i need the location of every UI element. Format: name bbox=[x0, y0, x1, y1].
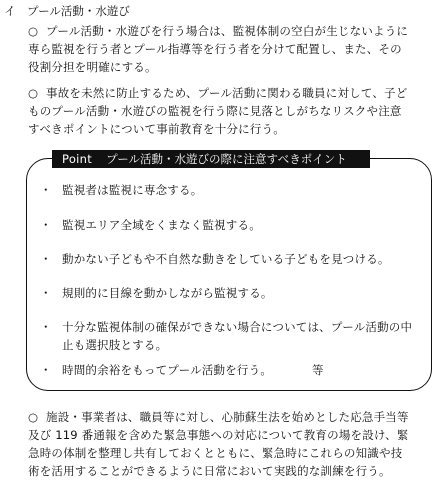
dot-bullet-icon: ・ bbox=[40, 183, 52, 197]
point-item bbox=[40, 361, 426, 379]
point-item-text: 監視者は監視に専念する。 bbox=[62, 183, 203, 197]
dot-bullet-icon: ・ bbox=[40, 286, 52, 300]
paragraph-line: ものプール活動・水遊びの監視を行う際に見落としがちなリスクや注意 bbox=[28, 104, 402, 118]
paragraph-line: 施設・事業者は、職員等に対し、心肺蘇生法を始めとした応急手当等 bbox=[46, 410, 409, 424]
point-box-title-bar bbox=[52, 150, 370, 168]
paragraph-prior-education bbox=[28, 84, 428, 138]
paragraph-line: 及び 119 番通報を含めた緊急事態への対応について教育の場を設け、緊 bbox=[28, 428, 409, 442]
paragraph-line: プール活動・水遊びを行う場合は、監視体制の空白が生じないように bbox=[46, 24, 409, 38]
paragraph-supervision-structure bbox=[28, 22, 428, 76]
point-item bbox=[40, 181, 426, 199]
point-item-text: 時間的余裕をもってプール活動を行う。 bbox=[62, 363, 273, 377]
paragraph-line: 事故を未然に防止するため、プール活動に関わる職員に対して、子ど bbox=[46, 86, 408, 100]
point-item bbox=[40, 250, 426, 268]
section-heading: イ プール活動・水遊び bbox=[4, 4, 130, 18]
point-item bbox=[40, 216, 426, 234]
circle-bullet-icon: ○ bbox=[28, 410, 39, 424]
point-item bbox=[40, 284, 426, 302]
point-item-text: 規則的に目線を動かしながら監視する。 bbox=[62, 286, 273, 300]
paragraph-line: すべきポイントについて事前教育を十分に行う。 bbox=[28, 122, 285, 136]
point-item-text: 止も選択肢とする。 bbox=[62, 338, 168, 352]
point-item bbox=[40, 318, 426, 354]
paragraph-line: 役割分担を明確にする。 bbox=[28, 60, 157, 74]
dot-bullet-icon: ・ bbox=[40, 218, 52, 232]
point-item-tail: 等 bbox=[312, 363, 324, 377]
paragraph-line: 急時の体制を整理し共有しておくとともに、緊急時にこれらの知識や技 bbox=[28, 446, 403, 460]
dot-bullet-icon: ・ bbox=[40, 363, 52, 377]
paragraph-emergency-training bbox=[28, 408, 428, 480]
point-item-text: 監視エリア全域をくまなく監視する。 bbox=[62, 218, 261, 232]
point-label: Point bbox=[62, 152, 93, 166]
point-item-text: 動かない子どもや不自然な動きをしている子どもを見つける。 bbox=[62, 252, 390, 266]
paragraph-line: 専ら監視を行う者とプール指導等を行う者を分けて配置し、また、その bbox=[28, 42, 402, 56]
circle-bullet-icon: ○ bbox=[28, 86, 39, 100]
paragraph-line: 術を活用することができるように日常において実践的な訓練を行う。 bbox=[28, 464, 391, 478]
point-item-text: 十分な監視体制の確保ができない場合については、プール活動の中 bbox=[62, 320, 413, 334]
point-box-title: プール活動・水遊びの際に注意すべきポイント bbox=[106, 152, 347, 166]
circle-bullet-icon: ○ bbox=[28, 24, 39, 38]
dot-bullet-icon: ・ bbox=[40, 252, 52, 266]
dot-bullet-icon: ・ bbox=[40, 320, 52, 334]
